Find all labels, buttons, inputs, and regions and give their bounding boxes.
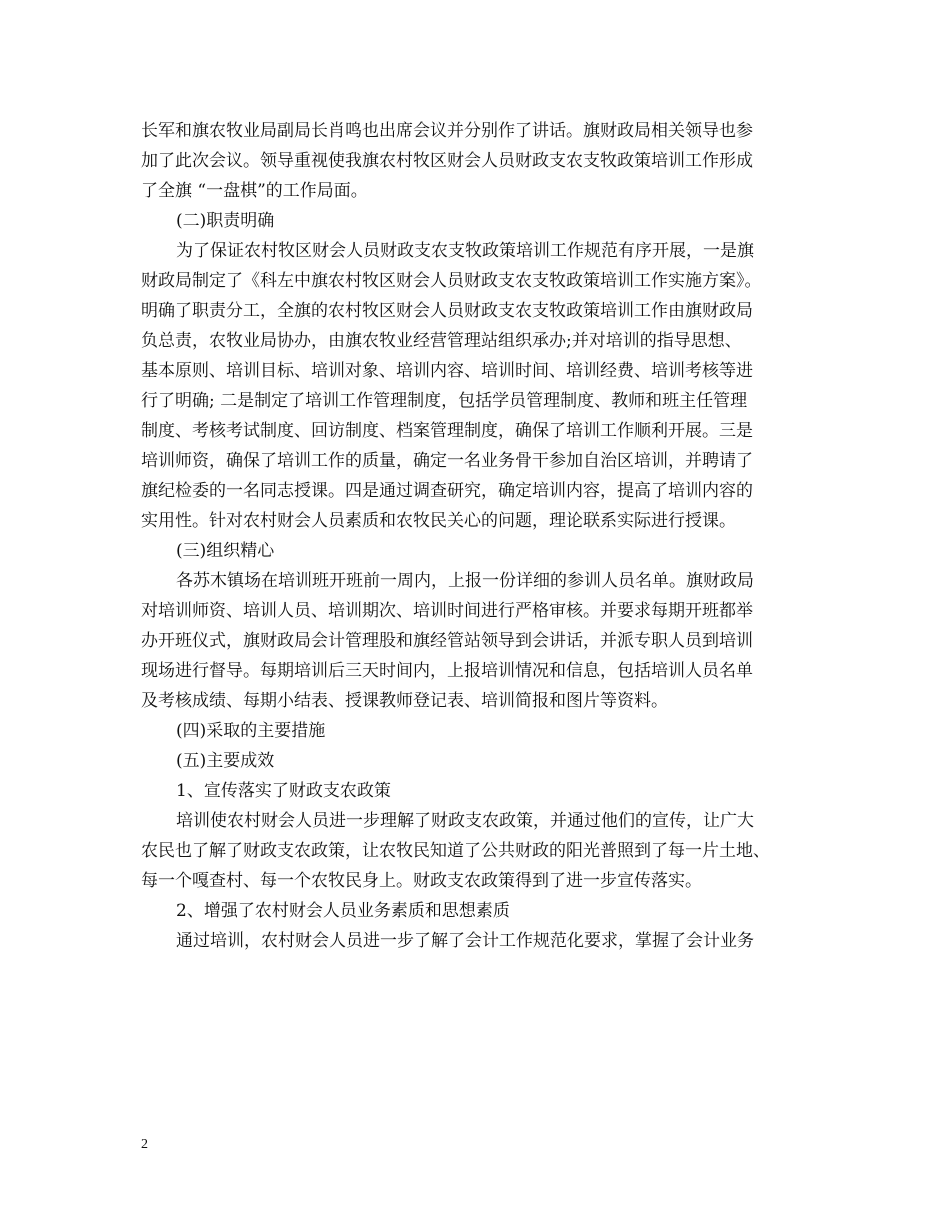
text-line: 对培训师资、培训人员、培训期次、培训时间进行严格审核。并要求每期开班都举 — [141, 601, 753, 621]
text-line: 通过培训，农村财会人员进一步了解了会计工作规范化要求，掌握了会计业务 — [176, 931, 754, 951]
text-line: 了全旗 “一盘棋”的工作局面。 — [141, 181, 368, 201]
text-line: (五)主要成效 — [176, 751, 275, 771]
text-line: 实用性。针对农村财会人员素质和农牧民关心的问题，理论联系实际进行授课。 — [141, 511, 736, 531]
text-line: 2、增强了农村财会人员业务素质和思想素质 — [176, 901, 510, 921]
text-line: (三)组织精心 — [176, 541, 275, 561]
text-line: 制度、考核考试制度、回访制度、档案管理制度，确保了培训工作顺利开展。三是 — [141, 421, 753, 441]
text-line: 培训使农村财会人员进一步理解了财政支农政策，并通过他们的宣传，让广大 — [176, 811, 754, 831]
text-line: 现场进行督导。每期培训后三天时间内，上报培训情况和信息，包括培训人员名单 — [141, 661, 753, 681]
text-line: (四)采取的主要措施 — [176, 721, 326, 741]
text-line: 行了明确; 二是制定了培训工作管理制度，包括学员管理制度、教师和班主任管理 — [141, 391, 748, 411]
text-line: 基本原则、培训目标、培训对象、培训内容、培训时间、培训经费、培训考核等进 — [141, 361, 753, 381]
text-line: 加了此次会议。领导重视使我旗农村牧区财会人员财政支农支牧政策培训工作形成 — [141, 151, 753, 171]
text-line: 培训师资，确保了培训工作的质量，确定一名业务骨干参加自治区培训，并聘请了 — [141, 451, 753, 471]
text-line: 旗纪检委的一名同志授课。四是通过调查研究，确定培训内容，提高了培训内容的 — [141, 481, 753, 501]
text-line: 财政局制定了《科左中旗农村牧区财会人员财政支农支牧政策培训工作实施方案》。 — [141, 271, 762, 291]
text-line: 及考核成绩、每期小结表、授课教师登记表、培训简报和图片等资料。 — [141, 691, 668, 711]
text-line: 长军和旗农牧业局副局长肖鸣也出席会议并分别作了讲话。旗财政局相关领导也参 — [141, 121, 753, 141]
text-line: 为了保证农村牧区财会人员财政支农支牧政策培训工作规范有序开展，一是旗 — [176, 241, 754, 261]
text-line: 办开班仪式，旗财政局会计管理股和旗经管站领导到会讲话，并派专职人员到培训 — [141, 631, 753, 651]
text-line: 明确了职责分工，全旗的农村牧区财会人员财政支农支牧政策培训工作由旗财政局 — [141, 301, 753, 321]
text-line: 各苏木镇场在培训班开班前一周内，上报一份详细的参训人员名单。旗财政局 — [176, 571, 754, 591]
body-text — [141, 116, 821, 956]
text-line: 农民也了解了财政支农政策，让农牧民知道了公共财政的阳光普照到了每一片土地、 — [141, 841, 770, 861]
text-line: 1、宣传落实了财政支农政策 — [176, 781, 391, 801]
page-number: 2 — [141, 1137, 148, 1152]
text-line: 负总责，农牧业局协办，由旗农牧业经营管理站组织承办;并对培训的指导思想、 — [141, 331, 742, 351]
text-line: (二)职责明确 — [176, 211, 275, 231]
text-line: 每一个嘎查村、每一个农牧民身上。财政支农政策得到了进一步宣传落实。 — [141, 871, 702, 891]
